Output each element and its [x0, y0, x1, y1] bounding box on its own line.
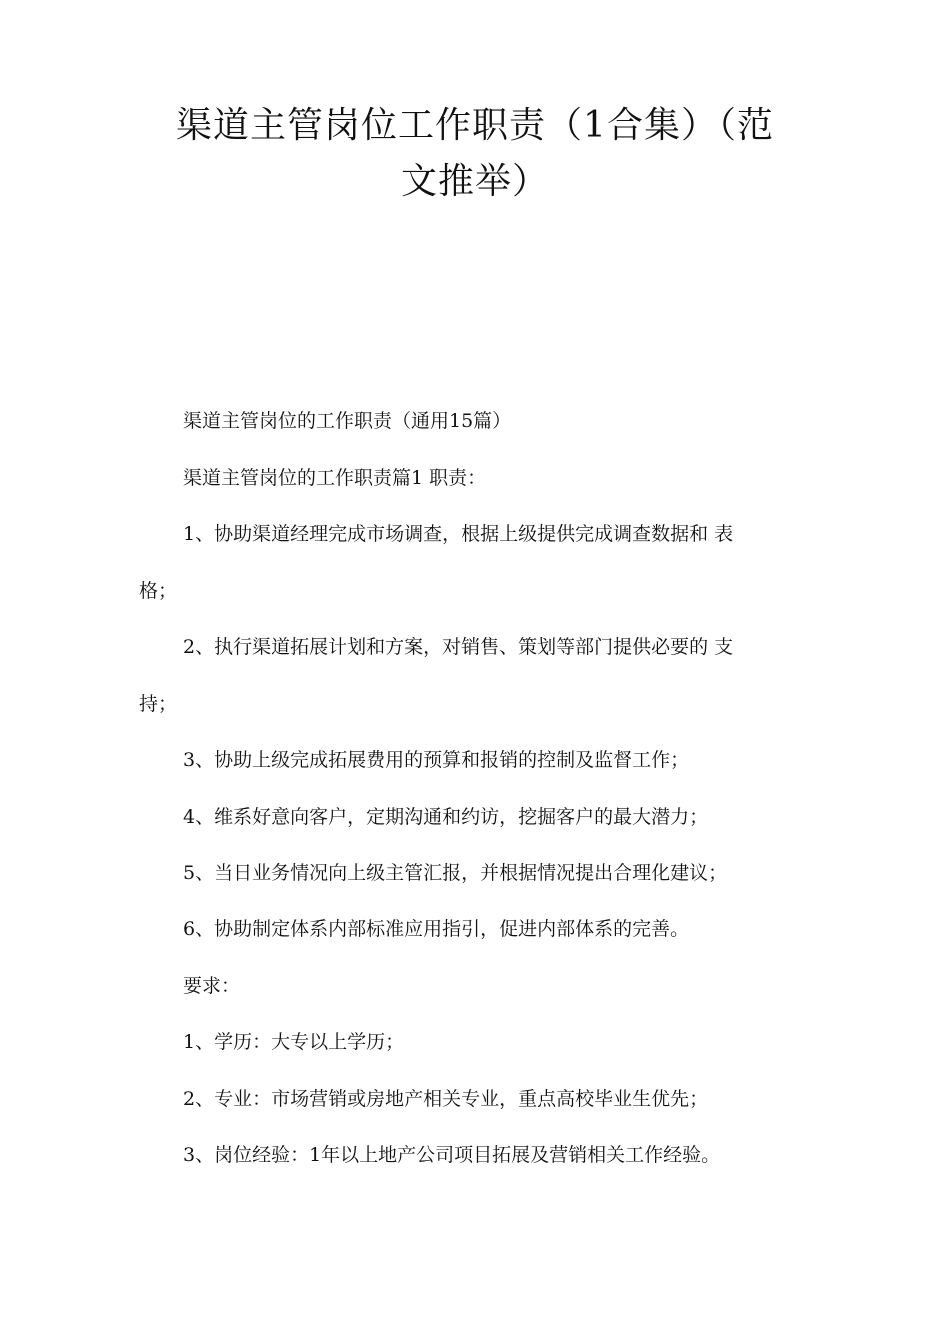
requirement-item-1: 1、学历：大专以上学历； — [183, 1031, 405, 1053]
duty-item-4: 4、维系好意向客户，定期沟通和约访，挖掘客户的最大潜力； — [183, 806, 709, 828]
duty-item-2: 2、执行渠道拓展计划和方案，对销售、策划等部门提供必要的 支 — [183, 636, 734, 658]
requirement-item-3: 3、岗位经验：1年以上地产公司项目拓展及营销相关工作经验。 — [183, 1144, 721, 1166]
requirements-heading: 要求： — [183, 975, 241, 997]
document-title-line-1: 渠道主管岗位工作职责（1合集）（范 — [176, 105, 774, 146]
subtitle: 渠道主管岗位的工作职责（通用15篇） — [183, 410, 512, 432]
duty-item-1-continued: 格； — [139, 580, 178, 602]
requirement-item-2: 2、专业：市场营销或房地产相关专业，重点高校毕业生优先； — [183, 1088, 709, 1110]
duty-item-6: 6、协助制定体系内部标准应用指引，促进内部体系的完善。 — [183, 918, 690, 940]
duty-item-1: 1、协助渠道经理完成市场调查，根据上级提供完成调查数据和 表 — [183, 523, 734, 545]
duty-item-2-continued: 持； — [139, 693, 178, 715]
document-title-line-2: 文推举） — [400, 161, 549, 202]
duty-item-3: 3、协助上级完成拓展费用的预算和报销的控制及监督工作； — [183, 749, 690, 771]
duty-item-5: 5、当日业务情况向上级主管汇报，并根据情况提出合理化建议； — [183, 862, 728, 884]
section-heading: 渠道主管岗位的工作职责篇1 职责： — [183, 467, 487, 489]
